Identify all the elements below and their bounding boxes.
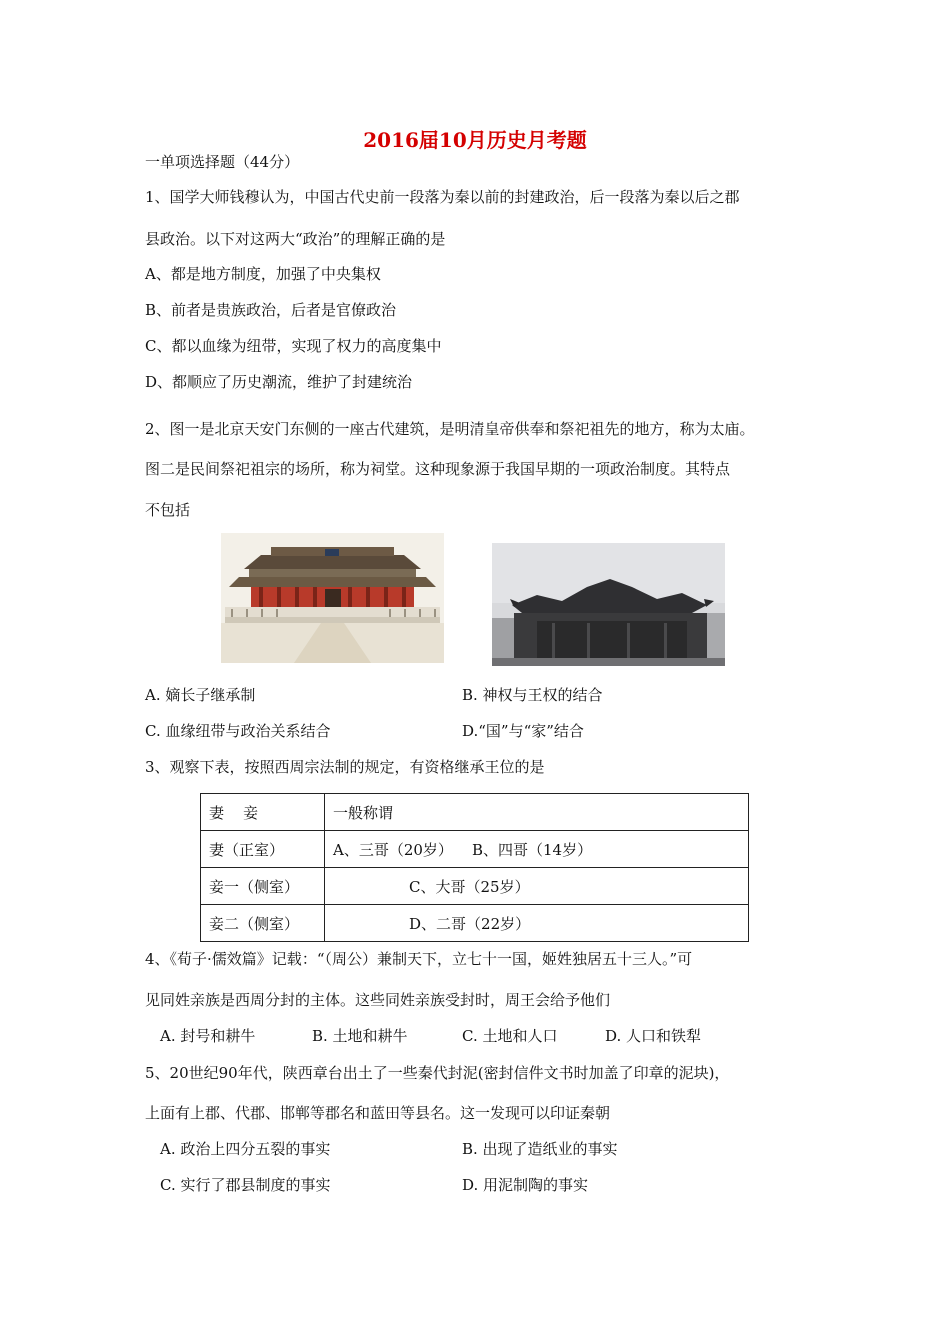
table-row [201, 868, 749, 905]
q4-option-b: B. 土地和耕牛 [312, 1027, 408, 1045]
table-cell: C、大哥（25岁） [325, 868, 749, 905]
q4-stem-line1: 4、《荀子·儒效篇》记载：“（周公）兼制天下，立七十一国，姬姓独居五十三人。”可 [145, 950, 693, 968]
q2-option-c: C. 血缘纽带与政治关系结合 [145, 722, 331, 740]
table-cell: 妻（正室） [201, 831, 325, 868]
section-header: 一单项选择题（44分） [145, 153, 300, 171]
table-cell: 妾二（侧室） [201, 905, 325, 942]
page-title: 2016届10月历史月考题 [363, 128, 587, 152]
q2-stem-line2: 图二是民间祭祀祖宗的场所，称为祠堂。这种现象源于我国早期的一项政治制度。其特点 [145, 460, 731, 478]
q1-option-b: B、前者是贵族政治，后者是官僚政治 [145, 301, 397, 319]
table-header-cell: 妻 妾 [201, 794, 325, 831]
q5-stem-line1: 5、20世纪90年代，陕西章台出土了一些秦代封泥(密封信件文书时加盖了印章的泥块)， [145, 1064, 730, 1082]
q5-option-d: D. 用泥制陶的事实 [462, 1176, 589, 1194]
q4-option-a: A. 封号和耕牛 [160, 1027, 256, 1045]
succession-table [200, 793, 749, 942]
q2-stem-line1: 2、图一是北京天安门东侧的一座古代建筑，是明清皇帝供奉和祭祀祖先的地方，称为太庙。 [145, 420, 755, 438]
q1-option-d: D、都顺应了历史潮流，维护了封建统治 [145, 373, 413, 391]
imperial-temple-photo [221, 533, 444, 663]
q5-option-c: C. 实行了郡县制度的事实 [160, 1176, 331, 1194]
table-cell: D、二哥（22岁） [325, 905, 749, 942]
table-row [201, 831, 749, 868]
q5-option-a: A. 政治上四分五裂的事实 [160, 1140, 331, 1158]
q2-stem-line3: 不包括 [145, 501, 191, 519]
q1-option-c: C、都以血缘为纽带，实现了权力的高度集中 [145, 337, 442, 355]
q4-stem-line2: 见同姓亲族是西周分封的主体。这些同姓亲族受封时，周王会给予他们 [145, 991, 611, 1009]
q5-stem-line2: 上面有上郡、代郡、邯郸等郡名和蓝田等县名。这一发现可以印证秦朝 [145, 1104, 611, 1122]
q5-option-b: B. 出现了造纸业的事实 [462, 1140, 618, 1158]
q2-option-b: B. 神权与王权的结合 [462, 686, 603, 704]
table-cell: 妾一（侧室） [201, 868, 325, 905]
q2-option-a: A. 嫡长子继承制 [145, 686, 256, 704]
table-header-cell: 一般称谓 [325, 794, 749, 831]
q2-option-d: D.“国”与“家”结合 [462, 722, 584, 740]
table-row [201, 905, 749, 942]
q4-option-c: C. 土地和人口 [462, 1027, 558, 1045]
q3-stem: 3、观察下表，按照西周宗法制的规定，有资格继承王位的是 [145, 758, 545, 776]
q1-stem-line2: 县政治。以下对这两大“政治”的理解正确的是 [145, 230, 446, 248]
table-header-row [201, 794, 749, 831]
ancestral-hall-photo [492, 543, 725, 666]
q4-option-d: D. 人口和铁犁 [605, 1027, 702, 1045]
q1-option-a: A、都是地方制度，加强了中央集权 [145, 265, 381, 283]
q1-stem-line1: 1、国学大师钱穆认为，中国古代史前一段落为秦以前的封建政治，后一段落为秦以后之郡 [145, 188, 740, 206]
table-cell: A、三哥（20岁） B、四哥（14岁） [325, 831, 749, 868]
